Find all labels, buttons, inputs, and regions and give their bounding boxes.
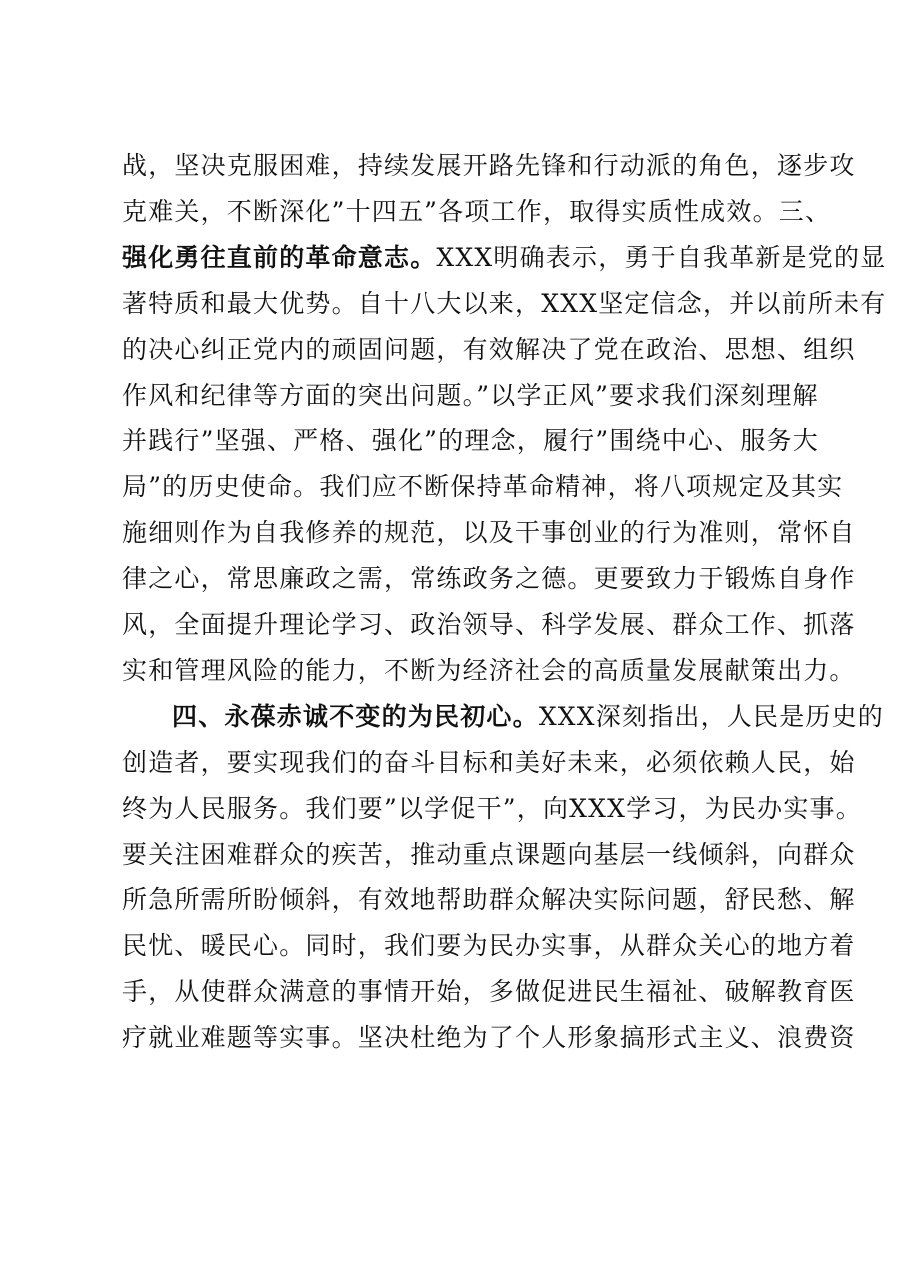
body-text: 克难关，不断深化”十四五”各项工作，取得实质性成效。三、: [122, 196, 832, 226]
body-text: 并践行”坚强、严格、强化”的理念，履行”围绕中心、服务大: [122, 426, 819, 456]
text-line: [122, 328, 856, 372]
text-line: [122, 511, 856, 555]
body-text: 所急所需所盼倾斜，有效地帮助群众解决实际问题，舒民愁、解: [122, 885, 856, 915]
body-text: 创造者，要实现我们的奋斗目标和美好未来，必须依赖人民，始: [122, 747, 856, 777]
body-text: 实和管理风险的能力，不断为经济社会的高质量发展献策出力。: [122, 655, 856, 685]
text-line: [122, 374, 822, 418]
bold-heading-text: 四、永葆赤诚不变的为民初心。: [172, 701, 539, 731]
text-line: [122, 924, 856, 968]
body-text: XXX深刻指出，人民是历史的: [538, 701, 885, 731]
body-text: 局”的历史使命。我们应不断保持革命精神，将八项规定及其实: [122, 472, 844, 502]
text-line: [122, 970, 856, 1014]
body-text: 终为人民服务。我们要”以学促干”，向XXX学习，为民办实事。: [122, 793, 862, 823]
body-text: 疗就业难题等实事。坚决杜绝为了个人形象搞形式主义、浪费资: [122, 1023, 856, 1053]
body-text: 手，从使群众满意的事情开始，多做促进民生福祉、破解教育医: [122, 977, 856, 1007]
body-text: 要关注困难群众的疾苦，推动重点课题向基层一线倾斜，向群众: [122, 839, 856, 869]
body-text: 著特质和最大优势。自十八大以来，XXX坚定信念，并以前所未有: [122, 288, 887, 318]
body-text: 律之心，常思廉政之需，常练政务之德。更要致力于锻炼自身作: [122, 564, 856, 594]
text-line: [122, 833, 856, 877]
body-text: 的决心纠正党内的顽固问题，有效解决了党在政治、思想、组织: [122, 334, 856, 364]
text-line: [122, 236, 887, 280]
body-text: 施细则作为自我修养的规范，以及干事创业的行为准则，常怀自: [122, 518, 856, 548]
body-text: 作风和纪律等方面的突出问题。”以学正风”要求我们深刻理解: [122, 380, 819, 410]
text-line: [122, 649, 856, 693]
text-line: [122, 741, 856, 785]
text-line: [122, 878, 856, 922]
text-line: [122, 282, 887, 326]
text-line: [122, 557, 856, 601]
text-line: [122, 190, 832, 234]
text-line: [122, 465, 844, 509]
body-text: XXX明确表示，勇于自我革新是党的显: [436, 242, 887, 272]
bold-heading-text: 强化勇往直前的革命意志。: [122, 242, 437, 272]
body-text: 民忧、暖民心。同时，我们要为民办实事，从群众关心的地方着: [122, 931, 856, 961]
text-line: [122, 144, 856, 188]
text-line: [122, 603, 856, 647]
body-text: 风，全面提升理论学习、政治领导、科学发展、群众工作、抓落: [122, 610, 856, 639]
text-line: [172, 695, 885, 739]
text-line: [122, 1016, 856, 1060]
body-text: 战，坚决克服困难，持续发展开路先锋和行动派的角色，逐步攻: [122, 151, 856, 180]
text-line: [122, 419, 822, 463]
text-line: [122, 787, 862, 831]
